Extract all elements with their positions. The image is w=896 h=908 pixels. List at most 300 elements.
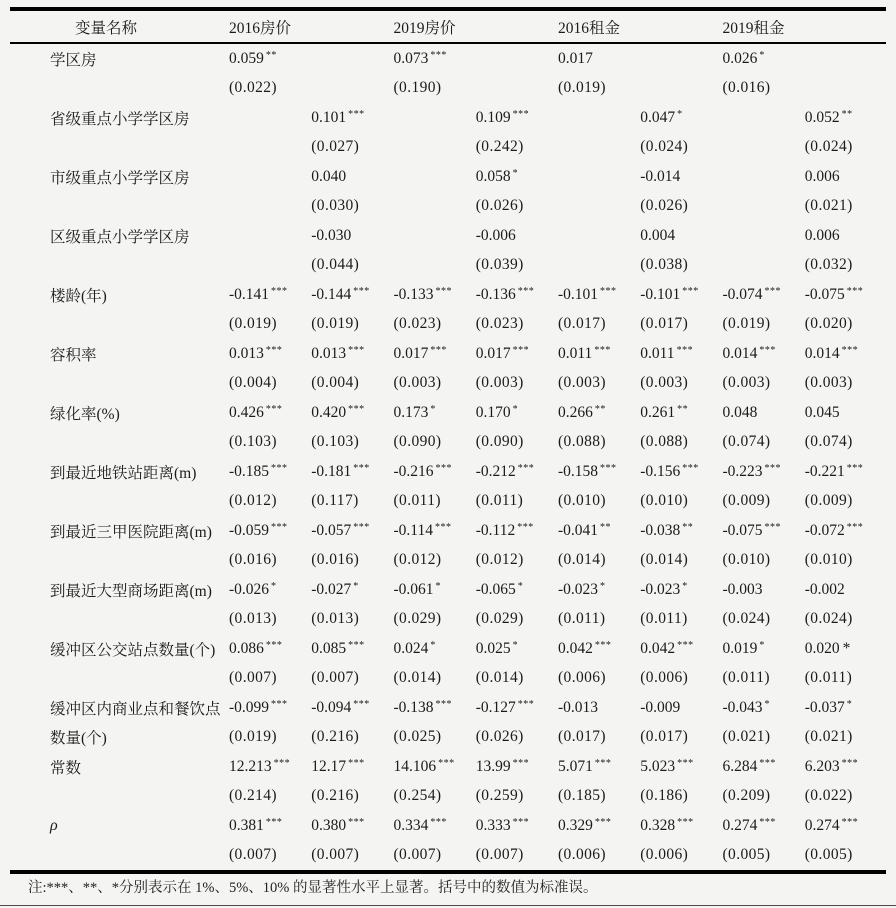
coefficient-cell [557,345,639,363]
significance-stars: *** [353,462,370,474]
standard-error-cell: (0.011) [804,669,853,687]
column-header: 2019房价 [393,19,456,37]
coefficient-value: -0.141 [229,285,270,303]
coefficient-value: 0.025 [475,639,511,657]
significance-stars: *** [438,757,455,769]
standard-error-cell: (0.023) [393,315,442,333]
coefficient-value: 0.017 [475,344,511,362]
standard-error-cell: (0.009) [722,492,771,510]
coefficient-cell [804,345,886,363]
coefficient-value: 0.040 [311,167,347,185]
coefficient-cell [475,345,557,363]
significance-stars: *** [512,108,530,120]
significance-stars: *** [682,285,699,297]
coefficient-value: 0.073 [393,49,429,67]
standard-error-cell: (0.074) [722,433,771,451]
coefficient-value: 0.101 [311,108,347,126]
standard-error-cell: (0.185) [558,787,606,805]
row-label: 到最近大型商场距离(m) [50,582,212,600]
coefficient-cell [310,581,392,599]
coefficient-cell [804,168,886,186]
standard-error-cell: (0.014) [640,551,689,569]
coefficient-cell [722,286,804,304]
coefficient-value: -0.003 [722,580,763,598]
standard-error-cell: (0.003) [722,374,771,392]
coefficient-cell [310,168,392,186]
coefficient-cell [228,758,310,776]
significance-stars: *** [271,285,288,297]
standard-error-cell: (0.006) [640,846,689,864]
coefficient-value: -0.006 [475,226,516,244]
standard-error-cell: (0.025) [393,728,442,746]
coefficient-cell [722,640,804,658]
table-bottom-rule [10,870,886,874]
coefficient-cell [393,758,475,776]
standard-error-cell: (0.006) [640,669,689,687]
table-row [10,457,886,516]
coefficient-value: 0.017 [558,49,593,67]
significance-stars: *** [676,344,694,356]
table-footnote: 注:***、**、*分别表示在 1%、5%、10% 的显著性水平上显著。括号中的数值为标准误。 [28,880,598,896]
table-row [10,693,886,752]
coefficient-value: 5.023 [640,757,676,775]
significance-stars: *** [764,521,782,533]
coefficient-cell [228,286,310,304]
significance-stars: * [759,639,765,651]
standard-error-cell: (0.019) [229,315,277,333]
coefficient-value: 12.213 [229,757,272,775]
coefficient-cell [475,168,557,186]
coefficient-value: -0.075 [722,521,763,539]
coefficient-cell [804,640,886,658]
coefficient-value: -0.037 [804,698,845,716]
significance-stars: *** [682,462,699,474]
coefficient-cell [310,522,392,540]
significance-stars: ** [600,521,612,533]
significance-stars: *** [265,639,283,651]
standard-error-cell: (0.259) [475,787,524,805]
standard-error-cell: (0.024) [640,138,689,156]
coefficient-value: -0.133 [393,285,434,303]
standard-error-cell: (0.003) [640,374,689,392]
column-header: 2016房价 [229,19,292,37]
coefficient-cell [639,640,721,658]
significance-stars: *** [594,344,611,356]
coefficient-value: 0.017 [393,344,429,362]
coefficient-cell [557,817,639,835]
coefficient-value: 12.17 [311,757,347,775]
coefficient-value: 0.333 [475,816,511,834]
standard-error-cell: (0.027) [311,138,360,156]
significance-stars: *** [271,462,288,474]
significance-stars: *** [677,816,694,828]
significance-stars: *** [434,521,452,533]
standard-error-cell: (0.011) [558,610,606,628]
standard-error-cell: (0.011) [640,610,688,628]
coefficient-value: 0.059 [229,49,264,67]
coefficient-value: 0.328 [640,816,676,834]
coefficient-cell [639,699,721,717]
significance-stars: ** [594,403,606,415]
coefficient-value: 0.170 [475,403,511,421]
significance-stars: * [842,639,851,657]
row-label: 常数 [50,759,82,777]
coefficient-cell [639,817,721,835]
row-label: 省级重点小学学区房 [50,110,190,128]
significance-stars: *** [841,344,859,356]
table-body [10,44,886,870]
significance-stars: *** [517,285,535,297]
table-row [10,575,886,634]
coefficient-cell [228,50,310,68]
coefficient-value: 0.329 [558,816,593,834]
coefficient-value: -0.061 [393,580,434,598]
standard-error-cell: (0.016) [722,79,771,97]
coefficient-value: 0.026 [722,49,758,67]
standard-error-cell: (0.032) [804,256,853,274]
coefficient-cell [310,286,392,304]
standard-error-cell: (0.010) [640,492,689,510]
coefficient-value: -0.094 [311,698,352,716]
coefficient-value: -0.136 [475,285,516,303]
column-header: 2019租金 [722,19,785,37]
standard-error-cell: (0.024) [804,138,853,156]
coefficient-value: -0.038 [640,521,681,539]
coefficient-cell [310,227,392,245]
regression-table [10,7,886,874]
coefficient-value: -0.059 [229,521,270,539]
significance-stars: ** [677,403,689,415]
significance-stars: *** [841,757,859,769]
coefficient-cell [722,758,804,776]
coefficient-cell [804,227,886,245]
significance-stars: *** [677,639,694,651]
coefficient-value: -0.072 [804,521,845,539]
coefficient-cell [475,286,557,304]
coefficient-cell [639,404,721,422]
coefficient-value: -0.043 [722,698,763,716]
standard-error-cell: (0.029) [475,610,524,628]
coefficient-cell [475,758,557,776]
coefficient-cell [228,817,310,835]
standard-error-cell: (0.009) [804,492,853,510]
significance-stars: *** [846,521,864,533]
significance-stars: *** [600,462,617,474]
significance-stars: *** [430,344,447,356]
table-row [10,339,886,398]
standard-error-cell: (0.011) [393,492,441,510]
standard-error-cell: (0.038) [640,256,689,274]
standard-error-cell: (0.030) [311,197,360,215]
significance-stars: * [271,580,277,592]
standard-error-cell: (0.088) [640,433,689,451]
standard-error-cell: (0.014) [393,669,442,687]
significance-stars: * [512,639,519,651]
standard-error-cell: (0.024) [804,610,853,628]
significance-stars: * [600,580,606,592]
standard-error-cell: (0.017) [640,728,689,746]
row-label: 市级重点小学学区房 [50,169,190,187]
significance-stars: * [435,580,442,592]
table-row [10,516,886,575]
coefficient-value: -0.216 [393,462,434,480]
coefficient-value: 0.006 [804,226,840,244]
coefficient-value: 0.173 [393,403,429,421]
significance-stars: *** [512,757,530,769]
coefficient-cell [639,581,721,599]
significance-stars: *** [759,344,776,356]
coefficient-cell [804,286,886,304]
coefficient-cell [475,581,557,599]
coefficient-value: 6.203 [804,757,840,775]
coefficient-cell [722,522,804,540]
coefficient-cell [475,699,557,717]
standard-error-cell: (0.029) [393,610,442,628]
coefficient-cell [557,699,639,717]
coefficient-value: 0.048 [722,403,758,421]
coefficient-cell [393,463,475,481]
significance-stars: *** [677,757,694,769]
coefficient-value: 0.426 [229,403,264,421]
standard-error-cell: (0.090) [475,433,524,451]
coefficient-value: 0.011 [558,344,593,362]
standard-error-cell: (0.021) [804,728,853,746]
standard-error-cell: (0.103) [229,433,277,451]
standard-error-cell: (0.209) [722,787,771,805]
coefficient-value: 0.380 [311,816,347,834]
row-label: 区级重点小学学区房 [50,228,190,246]
coefficient-value: -0.185 [229,462,270,480]
significance-stars: * [430,639,436,651]
standard-error-cell: (0.003) [804,374,853,392]
significance-stars: *** [512,816,530,828]
coefficient-cell [722,50,804,68]
coefficient-value: -0.112 [475,521,516,539]
significance-stars: *** [353,285,370,297]
coefficient-value: 6.284 [722,757,758,775]
standard-error-cell: (0.020) [804,315,853,333]
significance-stars: *** [348,757,365,769]
significance-stars: *** [348,403,365,415]
coefficient-cell [722,699,804,717]
coefficient-cell [804,109,886,127]
coefficient-value: 0.042 [558,639,593,657]
coefficient-cell [228,345,310,363]
coefficient-cell [475,463,557,481]
standard-error-cell: (0.010) [722,551,771,569]
coefficient-value: 0.381 [229,816,264,834]
coefficient-value: -0.138 [393,698,434,716]
standard-error-cell: (0.014) [475,669,524,687]
row-label: 到最近三甲医院距离(m) [50,523,212,541]
standard-error-cell: (0.012) [229,492,277,510]
coefficient-cell [228,699,310,717]
table-row [10,221,886,280]
coefficient-value: 0.014 [804,344,840,362]
coefficient-cell [393,640,475,658]
table-row [10,398,886,457]
coefficient-cell [475,404,557,422]
standard-error-cell: (0.012) [475,551,524,569]
coefficient-cell [804,758,886,776]
standard-error-cell: (0.216) [311,787,360,805]
coefficient-value: -0.181 [311,462,352,480]
standard-error-cell: (0.003) [475,374,524,392]
significance-stars: *** [759,816,776,828]
significance-stars: *** [430,816,447,828]
coefficient-cell [228,463,310,481]
coefficient-value: 0.086 [229,639,264,657]
coefficient-cell [393,286,475,304]
significance-stars: *** [517,462,535,474]
row-label: 学区房 [50,51,97,69]
standard-error-cell: (0.019) [722,315,771,333]
significance-stars: * [512,167,519,179]
standard-error-cell: (0.186) [640,787,689,805]
significance-stars: *** [271,698,288,710]
standard-error-cell: (0.016) [311,551,360,569]
standard-error-cell: (0.007) [393,846,442,864]
significance-stars: *** [594,757,612,769]
standard-error-cell: (0.022) [229,79,277,97]
coefficient-value: 0.274 [804,816,840,834]
significance-stars: *** [435,698,453,710]
standard-error-cell: (0.013) [311,610,360,628]
coefficient-value: -0.014 [640,167,681,185]
significance-stars: * [430,403,436,415]
coefficient-cell [639,463,721,481]
standard-error-cell: (0.011) [475,492,524,510]
standard-error-cell: (0.021) [722,728,771,746]
significance-stars: *** [841,816,859,828]
coefficient-value: -0.013 [558,698,599,716]
row-label: 容积率 [50,346,97,364]
row-label: 缓冲区公交站点数量(个) [50,641,216,659]
standard-error-cell: (0.013) [229,610,277,628]
coefficient-cell [557,640,639,658]
coefficient-value: 0.420 [311,403,347,421]
standard-error-cell: (0.011) [722,669,770,687]
row-label: 楼龄(年) [50,287,107,305]
coefficient-value: 0.266 [558,403,593,421]
coefficient-cell [393,699,475,717]
coefficient-value: 0.006 [804,167,840,185]
coefficient-cell [475,109,557,127]
column-header: 变量名称 [75,19,138,37]
significance-stars: * [517,580,524,592]
coefficient-cell [557,404,639,422]
standard-error-cell: (0.017) [640,315,689,333]
coefficient-cell [722,581,804,599]
standard-error-cell: (0.074) [804,433,853,451]
standard-error-cell: (0.017) [558,315,606,333]
standard-error-cell: (0.003) [393,374,442,392]
significance-stars: * [677,108,683,120]
coefficient-cell [804,699,886,717]
coefficient-cell [393,817,475,835]
standard-error-cell: (0.088) [558,433,606,451]
coefficient-cell [310,758,392,776]
coefficient-value: -0.009 [640,698,681,716]
coefficient-value: 0.109 [475,108,511,126]
coefficient-value: -0.223 [722,462,763,480]
row-label: 缓冲区内商业点和餐饮点 [50,700,221,718]
coefficient-value: -0.057 [311,521,352,539]
standard-error-cell: (0.190) [393,79,442,97]
coefficient-value: -0.075 [804,285,845,303]
table-row [10,103,886,162]
standard-error-cell: (0.007) [311,846,360,864]
standard-error-cell: (0.005) [804,846,853,864]
standard-error-cell: (0.019) [311,315,360,333]
standard-error-cell: (0.005) [722,846,771,864]
significance-stars: *** [265,403,283,415]
coefficient-value: -0.026 [229,580,270,598]
standard-error-cell: (0.014) [558,551,606,569]
coefficient-value: 13.99 [475,757,511,775]
coefficient-value: -0.101 [558,285,599,303]
standard-error-cell: (0.022) [804,787,853,805]
coefficient-value: 0.013 [311,344,347,362]
coefficient-cell [310,463,392,481]
significance-stars: *** [271,521,288,533]
coefficient-value: -0.144 [311,285,352,303]
coefficient-value: -0.023 [640,580,681,598]
coefficient-value: -0.023 [558,580,599,598]
coefficient-cell [557,50,639,68]
coefficient-cell [639,522,721,540]
coefficient-cell [393,404,475,422]
significance-stars: ** [682,521,694,533]
row-label: ρ [50,816,58,834]
coefficient-value: 0.019 [722,639,758,657]
coefficient-cell [639,227,721,245]
coefficient-cell [639,168,721,186]
coefficient-value: -0.127 [475,698,516,716]
coefficient-value: -0.027 [311,580,352,598]
standard-error-cell: (0.024) [722,610,771,628]
coefficient-cell [228,640,310,658]
standard-error-cell: (0.012) [393,551,442,569]
coefficient-cell [557,463,639,481]
coefficient-cell [310,345,392,363]
standard-error-cell: (0.010) [558,492,606,510]
significance-stars: *** [273,757,291,769]
standard-error-cell: (0.090) [393,433,442,451]
significance-stars: * [353,580,359,592]
coefficient-cell [393,345,475,363]
significance-stars: *** [517,521,534,533]
coefficient-value: 0.013 [229,344,264,362]
significance-stars: *** [764,285,782,297]
coefficient-cell [557,522,639,540]
coefficient-cell [228,522,310,540]
standard-error-cell: (0.007) [229,669,277,687]
coefficient-value: 5.071 [558,757,593,775]
coefficient-value: 0.047 [640,108,676,126]
row-label: 绿化率(%) [50,405,120,423]
standard-error-cell: (0.242) [475,138,524,156]
standard-error-cell: (0.007) [229,846,277,864]
coefficient-cell [557,286,639,304]
coefficient-cell [557,581,639,599]
coefficient-value: 14.106 [393,757,437,775]
coefficient-cell [228,404,310,422]
coefficient-cell [722,817,804,835]
coefficient-value: 0.024 [393,639,429,657]
standard-error-cell: (0.007) [475,846,524,864]
standard-error-cell: (0.004) [311,374,360,392]
